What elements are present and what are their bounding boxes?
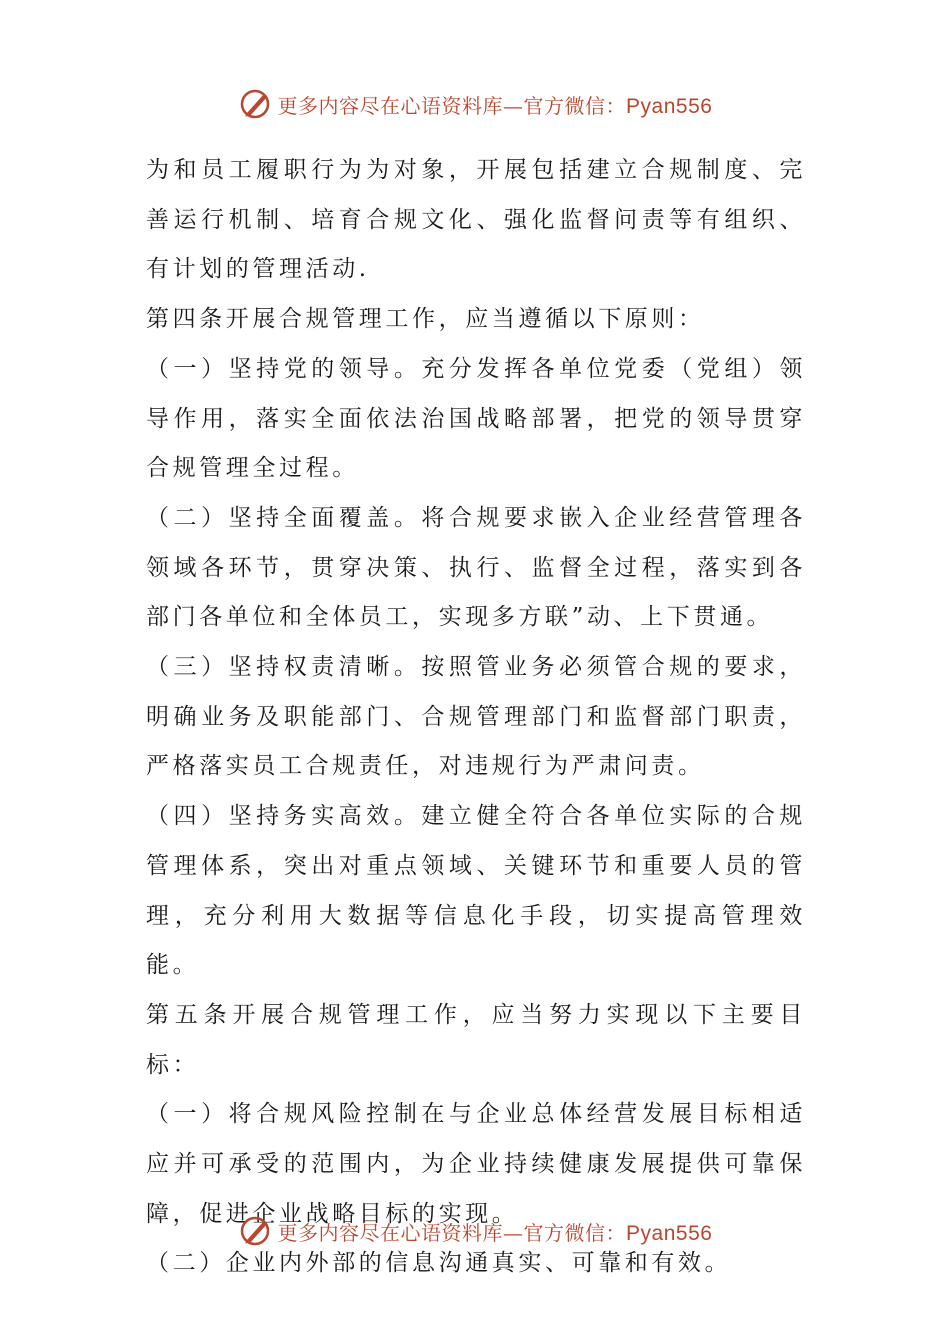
pen-logo-icon bbox=[238, 1213, 274, 1249]
paragraph: （四）坚持务实高效。建立健全符合各单位实际的合规管理体系，突出对重点领域、关键环节和重要人员的管理，充分利用大数据等信息化手段，切实提高管理效能。 bbox=[146, 803, 806, 979]
watermark-text: 更多内容尽在心语资料库—官方微信：Pyan556 bbox=[277, 93, 713, 118]
article-heading: 第五条开展合规管理工作，应当努力实现以下主要目标： bbox=[146, 1001, 806, 1078]
watermark-banner-top bbox=[0, 84, 950, 124]
document-body bbox=[146, 146, 806, 1289]
article-heading: 第四条开展合规管理工作，应当遵循以下原则： bbox=[146, 306, 705, 333]
paragraph: （二）企业内外部的信息沟通真实、可靠和有效。 bbox=[146, 1250, 732, 1277]
paragraph: （三）坚持权责清晰。按照管业务必须管合规的要求，明确业务及职能部门、合规管理部门和监督部门职责，严格落实员工合规责任，对违规行为严肃问责。 bbox=[146, 654, 806, 780]
pen-logo-icon bbox=[238, 86, 274, 122]
watermark-banner-bottom bbox=[0, 1211, 950, 1251]
paragraph: （二）坚持全面覆盖。将合规要求嵌入企业经营管理各领域各环节，贯穿决策、执行、监督全过程，落实到各部门各单位和全体员工，实现多方联”动、上下贯通。 bbox=[146, 504, 806, 631]
paragraph: 为和员工履职行为为对象，开展包括建立合规制度、完善运行机制、培育合规文化、强化监督问责等有组织、有计划的管理活动. bbox=[146, 157, 806, 283]
paragraph: （一）将合规风险控制在与企业总体经营发展目标相适应并可承受的范围内，为企业持续健康发展提供可靠保障，促进企业战略目标的实现。 bbox=[146, 1101, 806, 1227]
paragraph: （一）坚持党的领导。充分发挥各单位党委（党组）领导作用，落实全面依法治国战略部署，把党的领导贯穿合规管理全过程。 bbox=[146, 355, 806, 482]
watermark-text: 更多内容尽在心语资料库—官方微信：Pyan556 bbox=[277, 1220, 713, 1245]
